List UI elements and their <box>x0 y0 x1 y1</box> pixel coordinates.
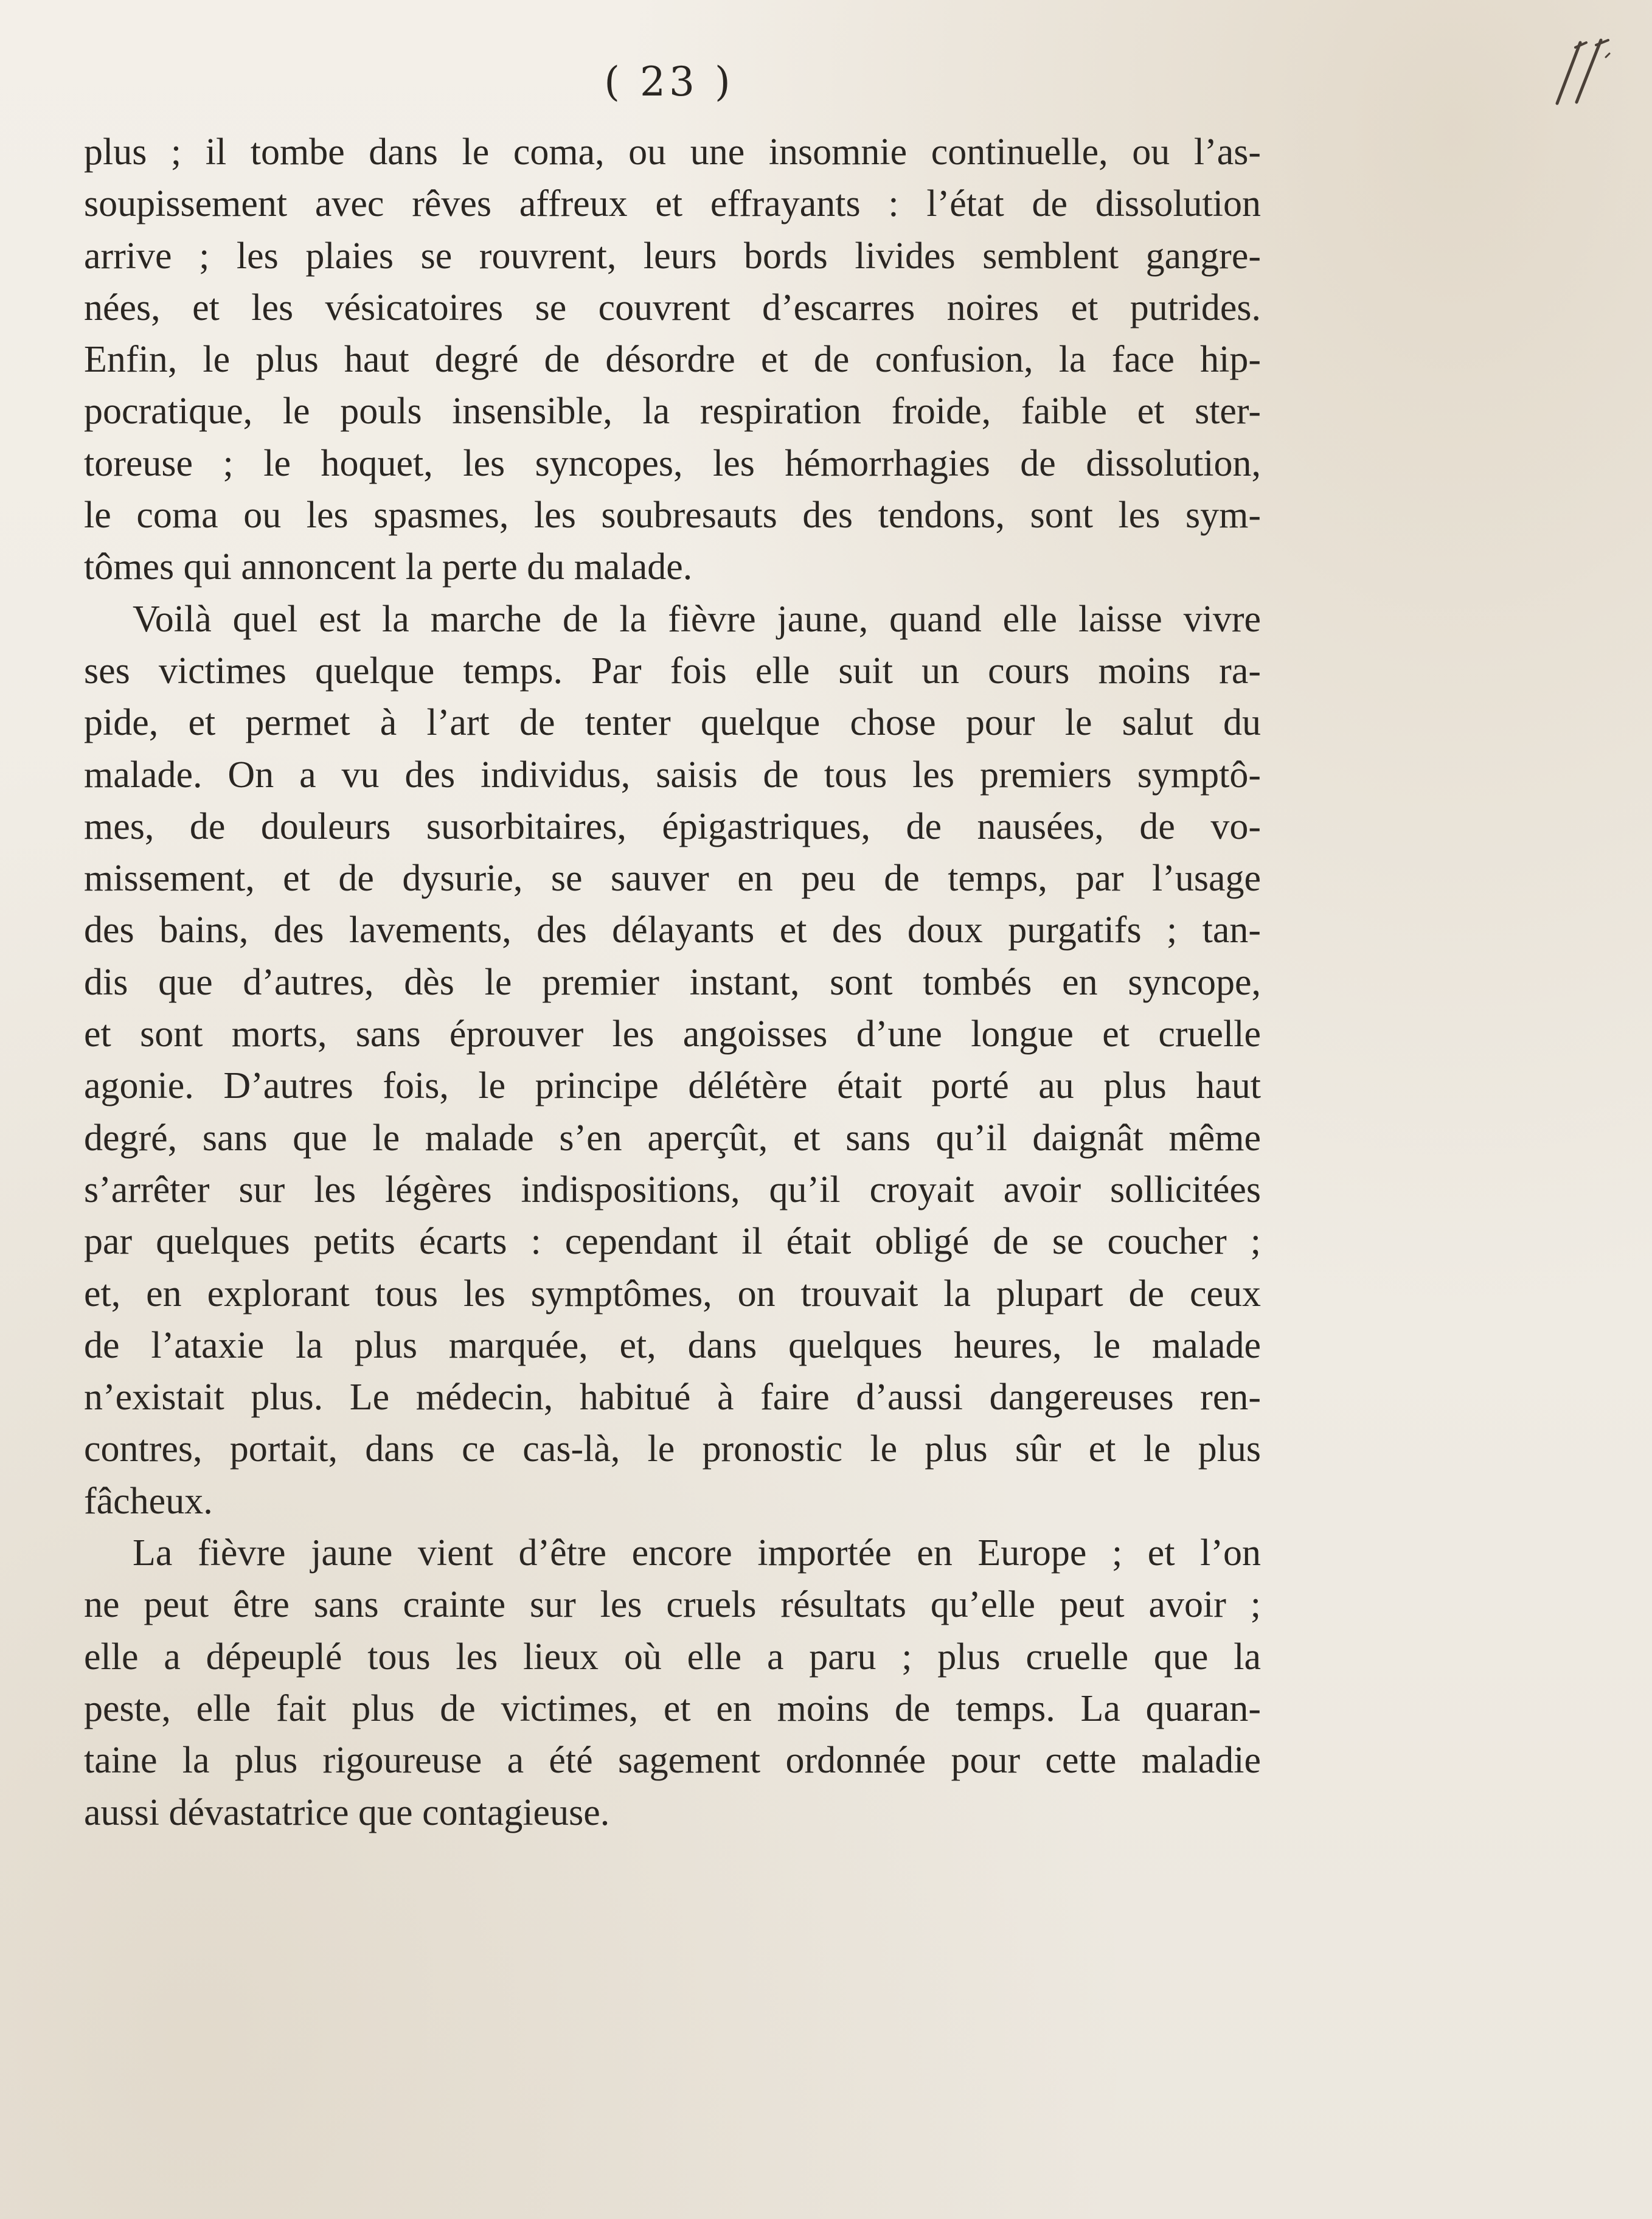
text-line: toreuse ; le hoquet, les syncopes, les hémorrhagies de dissolution, <box>84 442 1261 484</box>
text-line: degré, sans que le malade s’en aperçût, et sans qu’il daignât même <box>84 1117 1261 1159</box>
text-line: ne peut être sans crainte sur les cruels résultats qu’elle peut avoir ; <box>84 1584 1261 1626</box>
text-line: des bains, des lavements, des délayants et des doux purgatifs ; tan- <box>84 909 1261 951</box>
text-line: La fièvre jaune vient d’être encore importée en Europe ; et l’on <box>133 1532 1261 1574</box>
text-line: peste, elle fait plus de victimes, et en moins de temps. La quaran- <box>84 1687 1261 1729</box>
text-line: n’existait plus. Le médecin, habitué à faire d’aussi dangereuses ren- <box>84 1377 1261 1419</box>
text-line: et, en explorant tous les symptômes, on trouvait la plupart de ceux <box>84 1273 1261 1314</box>
text-line: contres, portait, dans ce cas-là, le pronostic le plus sûr et le plus <box>84 1428 1261 1470</box>
text-line: Enfin, le plus haut degré de désordre et de confusion, la face hip- <box>84 339 1261 381</box>
text-line: taine la plus rigoureuse a été sagement ordonnée pour cette maladie <box>84 1740 1261 1782</box>
text-line: ses victimes quelque temps. Par fois elle suit un cours moins ra- <box>84 650 1261 692</box>
text-line: fâcheux. <box>84 1480 213 1522</box>
text-line: arrive ; les plaies se rouvrent, leurs bords livides semblent gangre- <box>84 235 1261 277</box>
text-line: pocratique, le pouls insensible, la respiration froide, faible et ster- <box>84 391 1261 432</box>
text-line: s’arrêter sur les légères indispositions, qu’il croyait avoir sollicitées <box>84 1169 1261 1210</box>
text-line: pide, et permet à l’art de tenter quelque chose pour le salut du <box>84 702 1261 744</box>
text-line: agonie. D’autres fois, le principe délétère était porté au plus haut <box>84 1065 1261 1107</box>
text-line: et sont morts, sans éprouver les angoisses d’une longue et cruelle <box>84 1013 1261 1055</box>
body-text <box>84 127 1261 1839</box>
text-line: malade. On a vu des individus, saisis de tous les premiers symptô- <box>84 754 1261 796</box>
text-line: tômes qui annoncent la perte du malade. <box>84 546 693 588</box>
text-line: dis que d’autres, dès le premier instant, sont tombés en syncope, <box>84 961 1261 1003</box>
text-line: le coma ou les spasmes, les soubresauts des tendons, sont les sym- <box>84 495 1261 537</box>
text-line: plus ; il tombe dans le coma, ou une insomnie continuelle, ou l’as- <box>84 131 1261 173</box>
text-line: de l’ataxie la plus marquée, et, dans quelques heures, le malade <box>84 1324 1261 1366</box>
text-line: missement, et de dysurie, se sauver en peu de temps, par l’usage <box>84 858 1261 900</box>
page-number: ( 23 ) <box>604 58 734 105</box>
text-line: nées, et les vésicatoires se couvrent d’escarres noires et putrides. <box>84 286 1261 328</box>
handwritten-folio-number <box>1533 24 1624 116</box>
text-line: aussi dévastatrice que contagieuse. <box>84 1791 610 1833</box>
text-line: mes, de douleurs susorbitaires, épigastriques, de nausées, de vo- <box>84 805 1261 847</box>
text-line: Voilà quel est la marche de la fièvre jaune, quand elle laisse vivre <box>133 598 1261 640</box>
text-line: elle a dépeuplé tous les lieux où elle a paru ; plus cruelle que la <box>84 1636 1261 1678</box>
text-line: par quelques petits écarts : cependant il était obligé de se coucher ; <box>84 1221 1261 1263</box>
text-line: soupissement avec rêves affreux et effrayants : l’état de dissolution <box>84 183 1261 225</box>
